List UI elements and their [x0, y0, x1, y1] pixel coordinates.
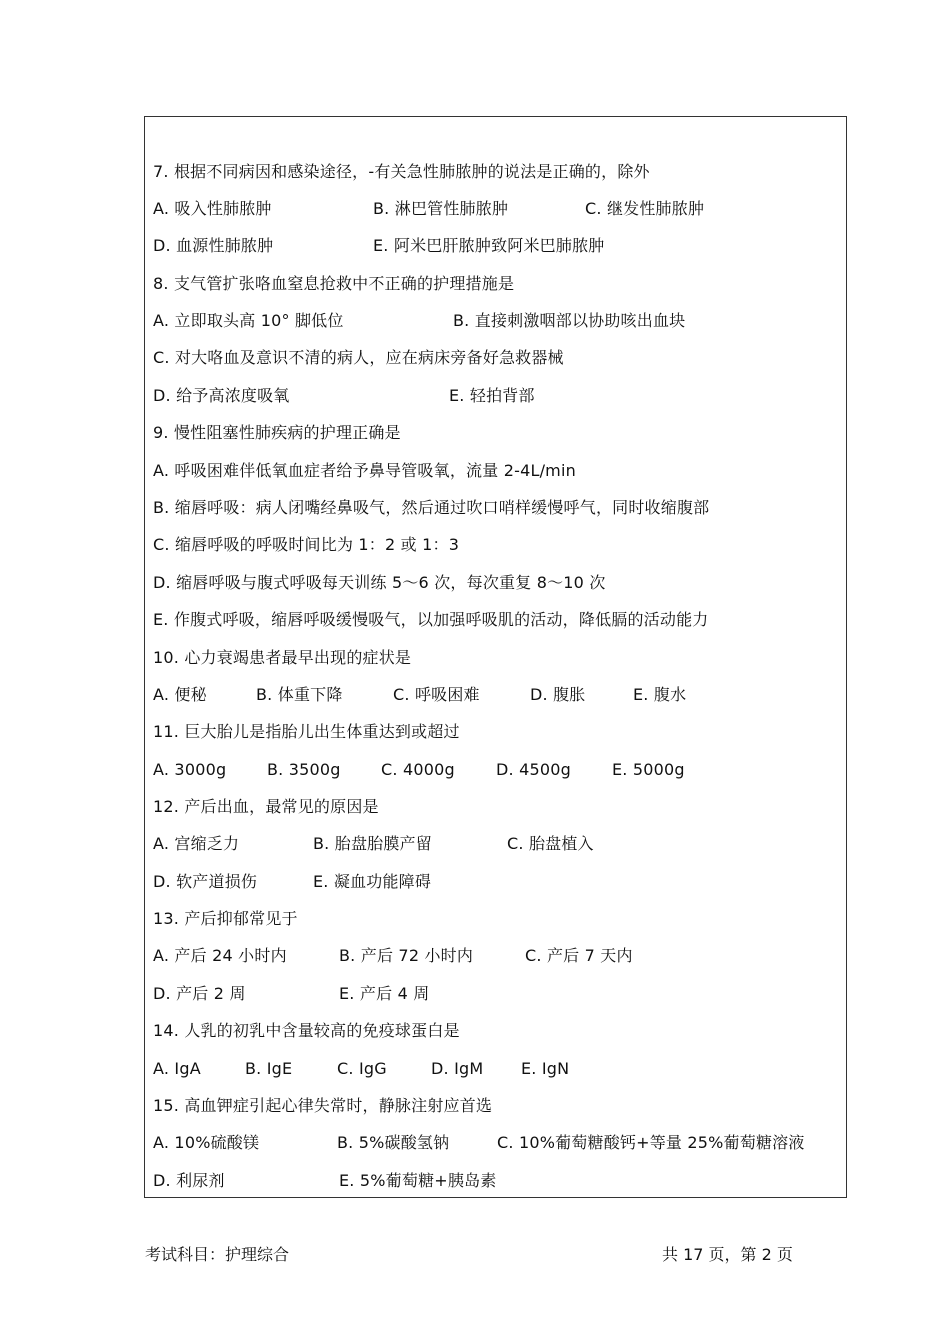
option-9a: A. 呼吸困难伴低氧血症者给予鼻导管吸氧，流量 2-4L/min	[153, 461, 576, 480]
question-12-stem: 12. 产后出血，最常见的原因是	[153, 797, 379, 816]
question-11-stem: 11. 巨大胎儿是指胎儿出生体重达到或超过	[153, 722, 460, 741]
option-13c: C. 产后 7 天内	[525, 946, 633, 965]
option-10a: A. 便秘	[153, 685, 207, 704]
option-11d: D. 4500g	[496, 760, 571, 779]
option-12b: B. 胎盘胎膜产留	[313, 834, 432, 853]
question-8-stem: 8. 支气管扩张咯血窒息抢救中不正确的护理措施是	[153, 274, 515, 293]
option-13e: E. 产后 4 周	[339, 984, 430, 1003]
option-11a: A. 3000g	[153, 760, 227, 779]
option-7a: A. 吸入性肺脓肿	[153, 199, 272, 218]
option-15a: A. 10%硫酸镁	[153, 1133, 260, 1152]
question-9-stem: 9. 慢性阻塞性肺疾病的护理正确是	[153, 423, 401, 442]
option-10d: D. 腹胀	[530, 685, 586, 704]
option-13b: B. 产后 72 小时内	[339, 946, 474, 965]
option-15b: B. 5%碳酸氢钠	[337, 1133, 450, 1152]
option-14b: B. IgE	[245, 1059, 293, 1078]
option-11c: C. 4000g	[381, 760, 455, 779]
question-7-stem: 7. 根据不同病因和感染途径，-有关急性肺脓肿的说法是正确的，除外	[153, 162, 650, 181]
option-12c: C. 胎盘植入	[507, 834, 594, 853]
option-10c: C. 呼吸困难	[393, 685, 480, 704]
option-8e: E. 轻拍背部	[449, 386, 535, 405]
page-number: 共 17 页，第 2 页	[662, 1245, 793, 1264]
option-12d: D. 软产道损伤	[153, 872, 258, 891]
option-13a: A. 产后 24 小时内	[153, 946, 287, 965]
option-10e: E. 腹水	[633, 685, 687, 704]
option-14a: A. IgA	[153, 1059, 201, 1078]
question-14-stem: 14. 人乳的初乳中含量较高的免疫球蛋白是	[153, 1021, 460, 1040]
option-15e: E. 5%葡萄糖+胰岛素	[339, 1171, 497, 1190]
option-8b: B. 直接刺激咽部以协助咳出血块	[453, 311, 686, 330]
option-9b: B. 缩唇呼吸：病人闭嘴经鼻吸气，然后通过吹口哨样缓慢呼气，同时收缩腹部	[153, 498, 710, 517]
option-15c: C. 10%葡萄糖酸钙+等量 25%葡萄糖溶液	[497, 1133, 805, 1152]
option-9c: C. 缩唇呼吸的呼吸时间比为 1：2 或 1：3	[153, 535, 460, 554]
option-8d: D. 给予高浓度吸氧	[153, 386, 290, 405]
option-9d: D. 缩唇呼吸与腹式呼吸每天训练 5～6 次，每次重复 8～10 次	[153, 573, 606, 592]
exam-subject: 考试科目：护理综合	[145, 1245, 290, 1264]
question-10-stem: 10. 心力衰竭患者最早出现的症状是	[153, 648, 412, 667]
option-11e: E. 5000g	[612, 760, 685, 779]
option-11b: B. 3500g	[267, 760, 341, 779]
option-12e: E. 凝血功能障碍	[313, 872, 432, 891]
option-14d: D. IgM	[431, 1059, 484, 1078]
question-13-stem: 13. 产后抑郁常见于	[153, 909, 298, 928]
option-9e: E. 作腹式呼吸，缩唇呼吸缓慢吸气，以加强呼吸肌的活动，降低膈的活动能力	[153, 610, 709, 629]
option-10b: B. 体重下降	[256, 685, 343, 704]
option-14c: C. IgG	[337, 1059, 387, 1078]
option-14e: E. IgN	[521, 1059, 570, 1078]
option-7d: D. 血源性肺脓肿	[153, 236, 274, 255]
option-7b: B. 淋巴管性肺脓肿	[373, 199, 509, 218]
option-13d: D. 产后 2 周	[153, 984, 246, 1003]
option-7c: C. 继发性肺脓肿	[585, 199, 705, 218]
option-7e: E. 阿米巴肝脓肿致阿米巴肺脓肿	[373, 236, 605, 255]
option-12a: A. 宫缩乏力	[153, 834, 240, 853]
option-15d: D. 利尿剂	[153, 1171, 225, 1190]
option-8a: A. 立即取头高 10° 脚低位	[153, 311, 344, 330]
option-8c: C. 对大咯血及意识不清的病人，应在病床旁备好急救器械	[153, 348, 564, 367]
question-15-stem: 15. 高血钾症引起心律失常时，静脉注射应首选	[153, 1096, 493, 1115]
